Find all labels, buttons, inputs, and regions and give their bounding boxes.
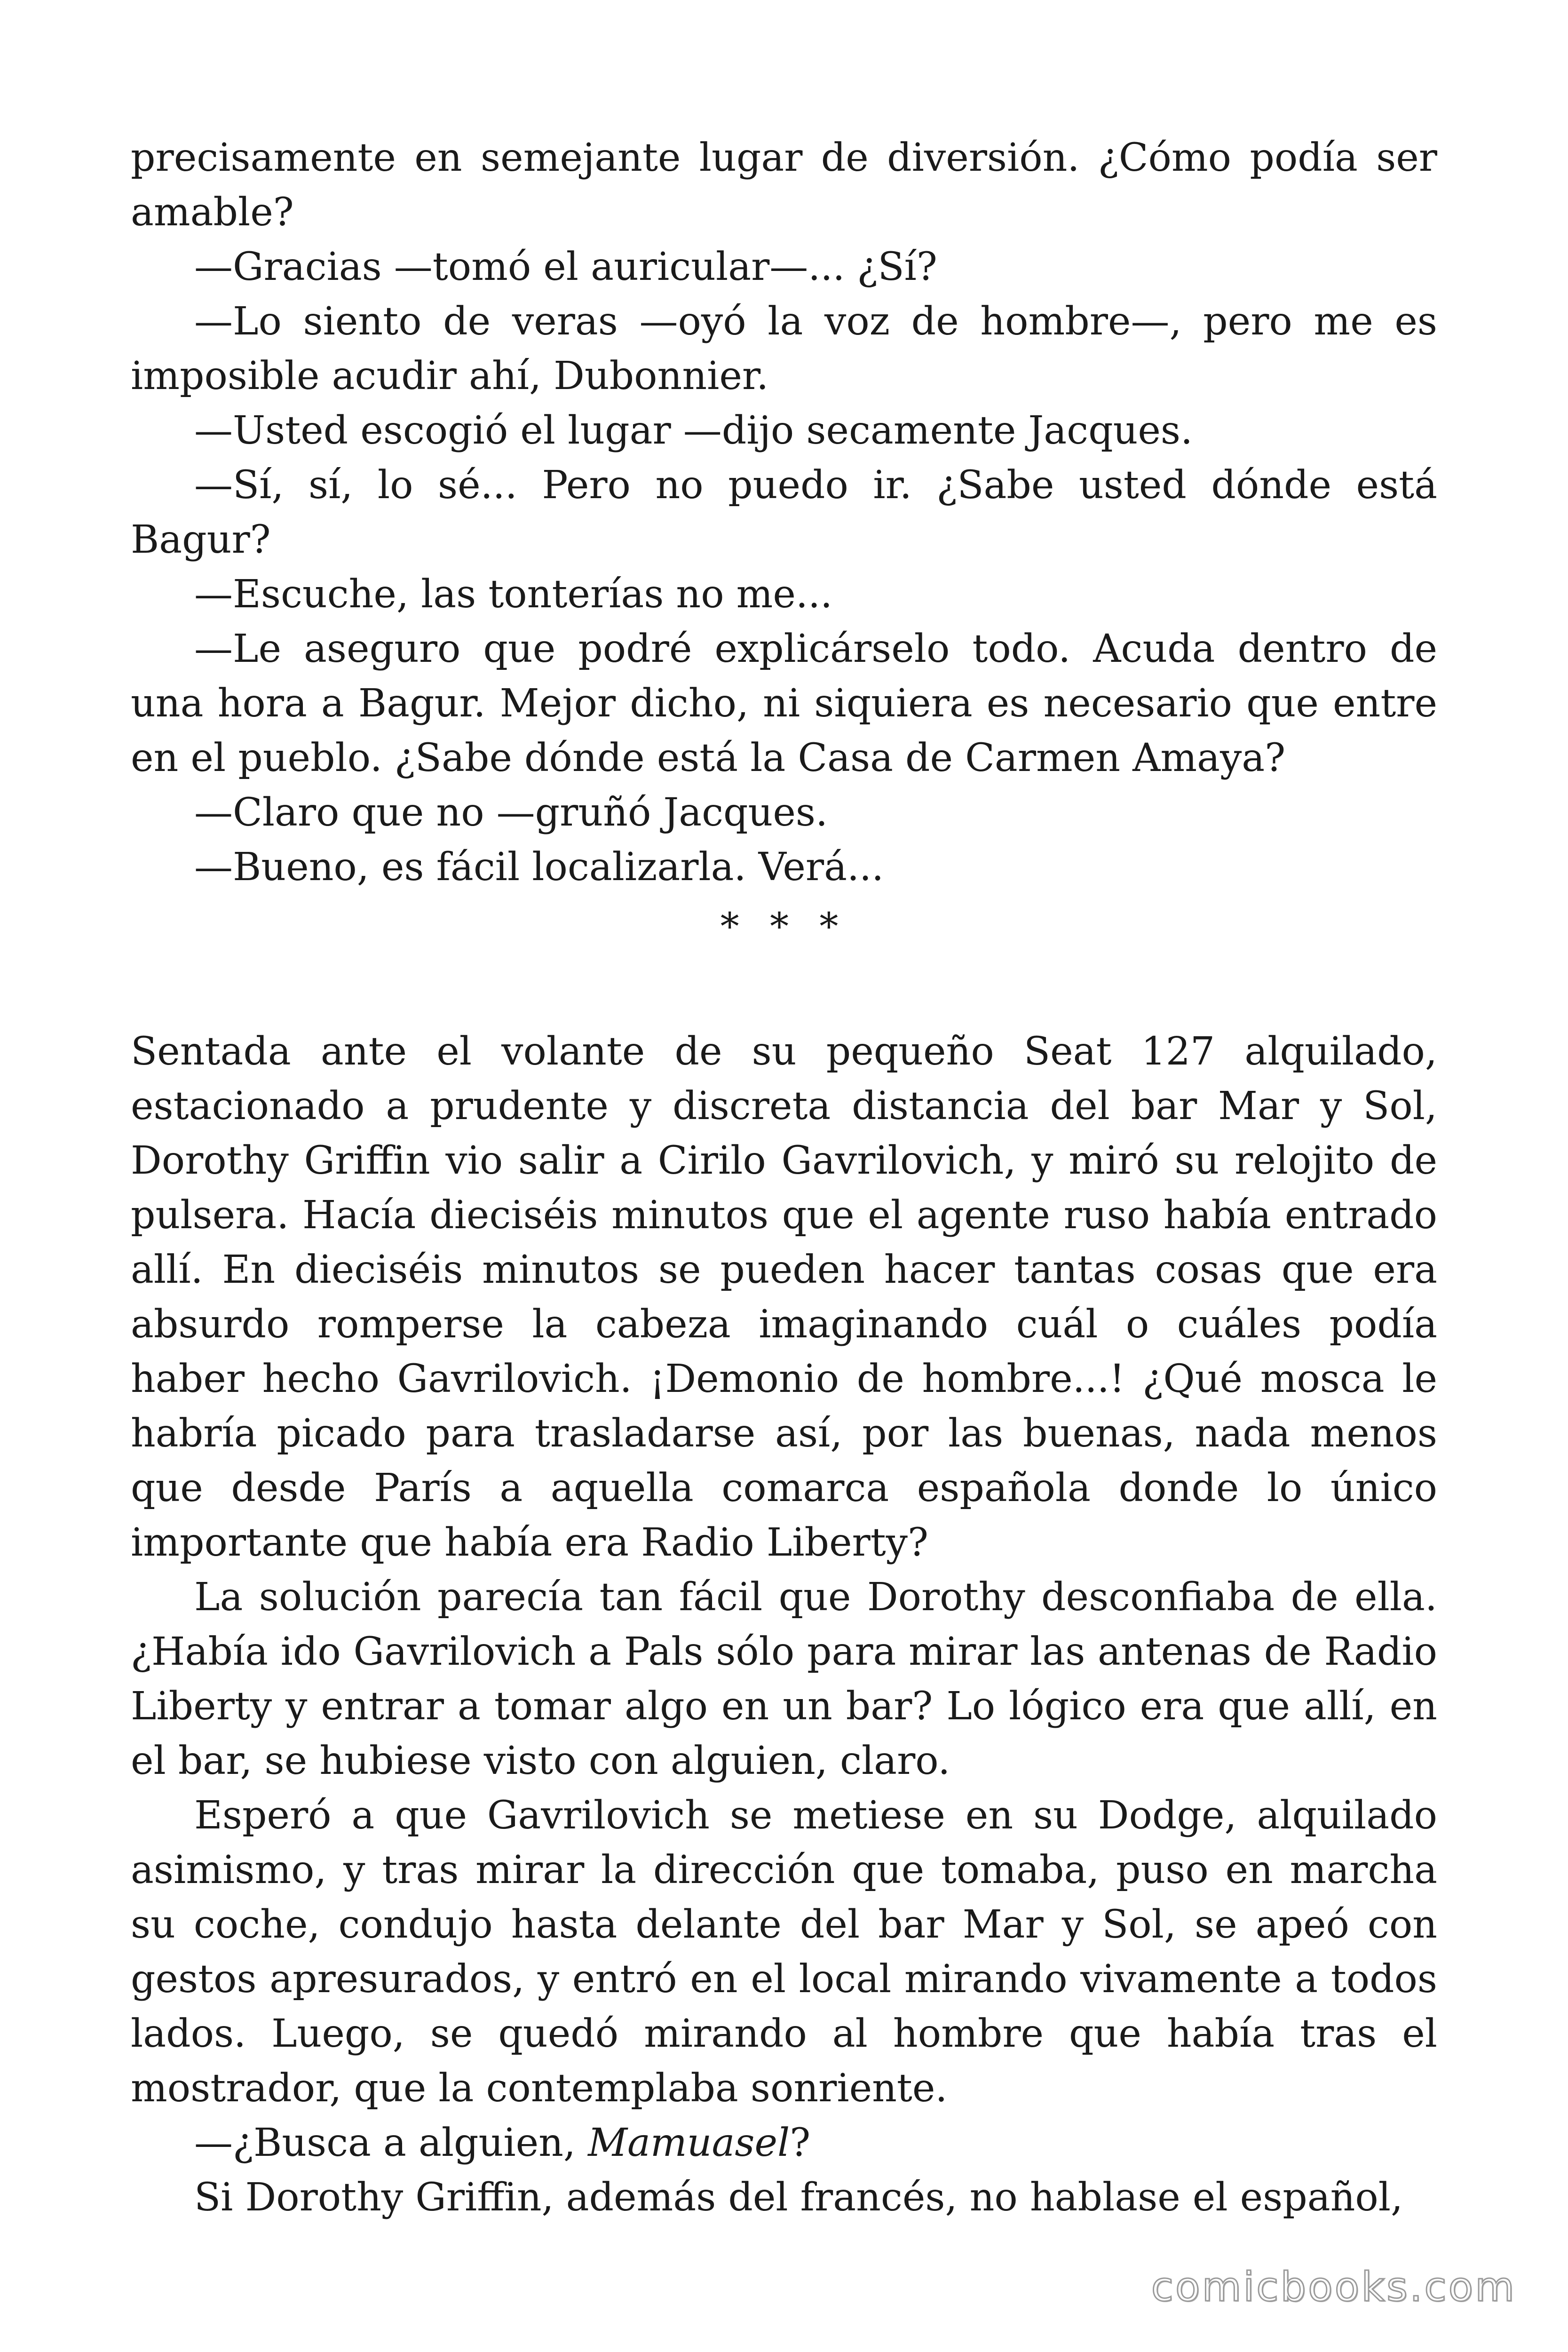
paragraph: —Le aseguro que podré explicárselo todo. Acuda dentro de una hora a Bagur. Mejor dicho, ni siquiera es necesario que entre en el pueblo. ¿Sabe dónde está la Casa de Carmen Amaya? [131,627,1437,780]
paragraph: —Escuche, las tonterías no me... [194,572,833,617]
paragraph: —Claro que no —gruñó Jacques. [194,790,828,835]
paragraph: Si Dorothy Griffin, además del francés, no hablase el español, [194,2175,1403,2220]
watermark: comicbooks.com [1151,2264,1516,2311]
paragraph: precisamente en semejante lugar de diversión. ¿Cómo podía ser amable? [131,135,1437,235]
section-dialogue [131,131,1437,895]
paragraph: —Usted escogió el lugar —dijo secamente Jacques. [194,408,1193,453]
paragraph: —Lo siento de veras —oyó la voz de hombre—, pero me es imposible acudir ahí, Dubonnier. [131,299,1437,398]
paragraph: Sentada ante el volante de su pequeño Seat 127 alquilado, estacionado a prudente y discreta distancia del bar Mar y Sol, Dorothy Griffin vio salir a Cirilo Gavrilovich, y miró su relojito de pulsera. Hacía dieciséis minutos que el agente ruso había entrado allí. En dieciséis minutos se pueden hacer tantas cosas que era absurdo romperse la cabeza imaginando cuál o cuáles podía haber hecho Gavrilovich. ¡Demonio de hombre...! ¿Qué mosca le habría picado para trasladarse así, por las buenas, nada menos que desde París a aquella comarca española donde lo único importante que había era Radio Liberty? [131,1029,1437,1565]
paragraph: La solución parecía tan fácil que Dorothy desconfiaba de ella. ¿Había ido Gavrilovich a Pals sólo para mirar las antenas de Radio Liberty y entrar a tomar algo en un bar? Lo lógico era que allí, en el bar, se hubiese visto con alguien, claro. [131,1575,1437,1783]
dialogue-italic-word: Mamuasel [588,2121,790,2165]
dialogue-text: —¿Busca a alguien, [194,2121,588,2165]
scene-break-asterisks: * * * [720,905,848,948]
paragraph: —Bueno, es fácil localizarla. Verá... [194,845,884,890]
section-narrative [131,1025,1437,2225]
paragraph-dialogue [131,2116,1437,2170]
paragraph: —Gracias —tomó el auricular—... ¿Sí? [194,245,937,289]
paragraph: Esperó a que Gavrilovich se metiese en su Dodge, alquilado asimismo, y tras mirar la dirección que tomaba, puso en marcha su coche, condujo hasta delante del bar Mar y Sol, se apeó con gestos apresurados, y entró en el local mirando vivamente a todos lados. Luego, se quedó mirando al hombre que había tras el mostrador, que la contemplaba sonriente. [131,1793,1437,2111]
dialogue-text: ? [790,2121,811,2165]
paragraph: —Sí, sí, lo sé... Pero no puedo ir. ¿Sabe usted dónde está Bagur? [131,463,1437,562]
